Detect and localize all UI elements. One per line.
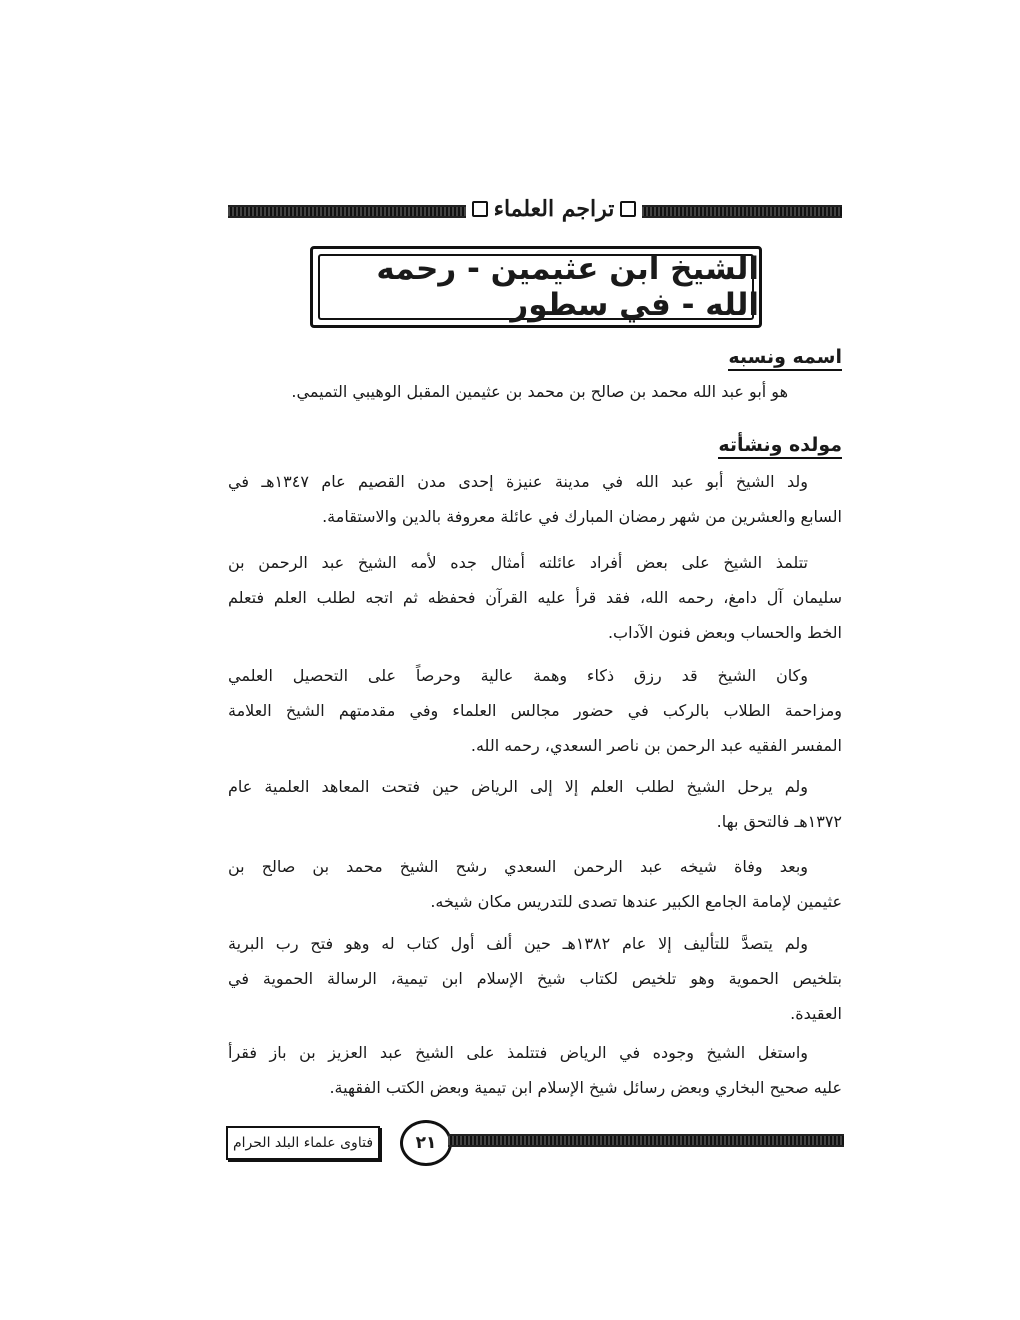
paragraph: [228, 1035, 842, 1105]
paragraph: [228, 464, 842, 534]
paragraph-line: وبعد وفاة شيخه عبد الرحمن السعدي رشح الشيخ محمد بن صالح بن: [228, 857, 808, 876]
paragraph-line: واستغل الشيخ وجوده في الرياض فتتلمذ على الشيخ عبد العزيز بن باز فقرأ: [228, 1043, 808, 1062]
paragraph-line: السابع والعشرين من شهر رمضان المبارك في عائلة معروفة بالدين والاستقامة.: [322, 507, 842, 526]
paragraph-line: العقيدة.: [790, 1004, 842, 1023]
square-ornament-icon: [472, 201, 488, 217]
paragraph-line: وكان الشيخ قد رزق ذكاء وهمة عالية وحرصاً على التحصيل العلمي: [228, 666, 808, 685]
page-footer: [226, 1118, 844, 1164]
header-band: [228, 197, 842, 223]
paragraph: [228, 926, 842, 1031]
paragraph: [228, 545, 842, 650]
paragraph-line: ولم يتصدَّ للتأليف إلا عام ١٣٨٢هـ حين ألف أول كتاب له وهو فتح رب البرية: [228, 934, 809, 953]
footer-rule: [448, 1134, 844, 1147]
paragraph-line: ١٣٧٢هـ فالتحق بها.: [716, 812, 842, 831]
header-rule-left: [228, 205, 466, 218]
page-title: الشيخ ابن عثيمين - رحمه الله - في سطور: [376, 251, 759, 323]
square-ornament-icon: [620, 201, 636, 217]
header-section-title-text: تراجم العلماء: [493, 196, 615, 222]
paragraph-line: بتلخيص الحموية وهو تلخيص لكتاب شيخ الإسلام ابن تيمية، الرسالة الحموية في: [228, 969, 842, 988]
paragraph: [228, 658, 842, 763]
paragraph-line: عثيمين لإمامة الجامع الكبير عندها تصدى للتدريس مكان شيخه.: [430, 892, 842, 911]
footer-book-title: فتاوى علماء البلد الحرام: [226, 1126, 380, 1160]
paragraph: [228, 849, 842, 919]
section-heading-birth-upbringing: مولده ونشأته: [718, 434, 842, 459]
paragraph-line: المفسر الفقيه عبد الرحمن بن ناصر السعدي، رحمه الله.: [470, 736, 842, 755]
paragraph: [240, 374, 788, 409]
paragraph-line: عليه صحيح البخاري وبعض رسائل شيخ الإسلام ابن تيمية وبعض الكتب الفقهية.: [329, 1078, 842, 1097]
page-number: ٢١: [400, 1120, 452, 1166]
paragraph: [228, 769, 842, 839]
section-heading-name-lineage: اسمه ونسبه: [728, 346, 842, 371]
paragraph-line: ولد الشيخ أبو عبد الله في مدينة عنيزة إحدى مدن القصيم عام ١٣٤٧هـ في: [228, 472, 808, 491]
paragraph-line: ولم يرحل الشيخ لطلب العلم إلا إلى الرياض حين فتحت المعاهد العلمية عام: [228, 777, 808, 796]
paragraph-line: تتلمذ الشيخ على بعض أفراد عائلته أمثال جده لأمه الشيخ عبد الرحمن بن: [228, 553, 808, 572]
header-section-title: [464, 193, 644, 225]
paragraph-line: هو أبو عبد الله محمد بن صالح بن محمد بن عثيمين المقبل الوهيبي التميمي.: [291, 382, 788, 401]
paragraph-line: ومزاحمة الطلاب بالركب في حضور مجالس العلماء وفي مقدمتهم الشيخ العلامة: [228, 701, 842, 720]
header-rule-right: [642, 205, 842, 218]
title-frame: [310, 246, 762, 328]
paragraph-line: الخط والحساب وبعض فنون الآداب.: [607, 623, 842, 642]
paragraph-line: سليمان آل دامغ، رحمه الله، فقد قرأ عليه القرآن فحفظه ثم اتجه لطلب العلم فتعلم: [228, 588, 842, 607]
